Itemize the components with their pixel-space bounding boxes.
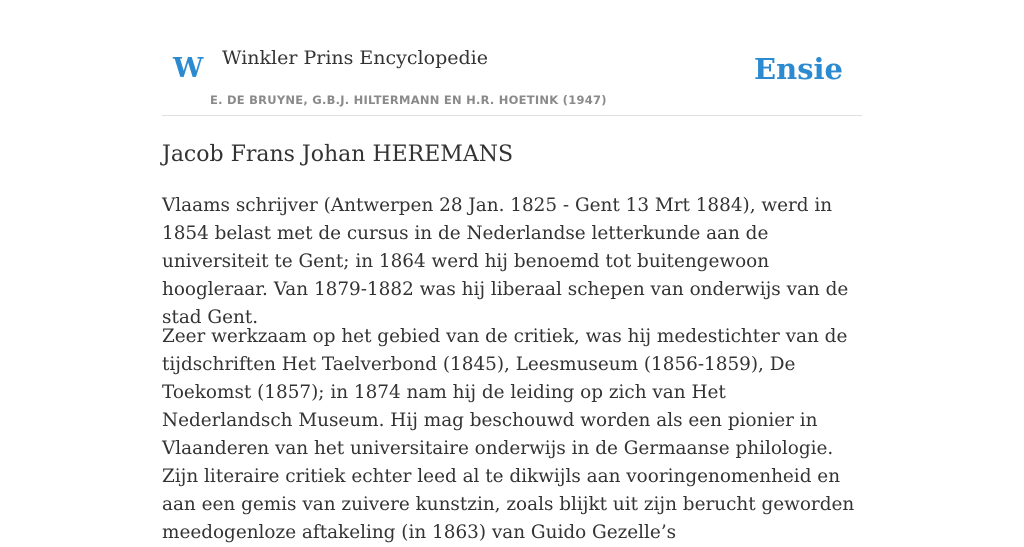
winkler-prins-logo[interactable]: W [173,53,204,84]
article-title: Jacob Frans Johan HEREMANS [162,142,514,167]
article-paragraph-2: Zeer werkzaam op het gebied van de critiek, was hij medestichter van de tijdschriften Het Taelverbond (1845), Leesmuseum (1856-1859), De Toekomst (1857); in 1874 nam hij de leiding op zich van Het Nederlandsch Museum. Hij mag beschouwd worden als een pionier in Vlaanderen van het universitaire onderwijs in de Germaanse philologie. Zijn literaire critiek echter leed al te dikwijls aan vooringenomenheid en aan een gemis van zuivere kunstzin, zoals blijkt uit zijn berucht geworden meedogenloze aftakeling (in 1863) van Guido Gezelle’s [162,326,855,543]
article-page [162,0,862,543]
source-authors: E. DE BRUYNE, G.B.J. HILTERMANN EN H.R. HOETINK (1947) [210,93,607,107]
ensie-logo-link[interactable]: Ensie [754,52,843,86]
source-header [162,0,862,116]
article-paragraph-1: Vlaams schrijver (Antwerpen 28 Jan. 1825 - Gent 13 Mrt 1884), werd in 1854 belast met de cursus in de Nederlandse letterkunde aan de universiteit te Gent; in 1864 werd hij benoemd tot buitengewoon hoogleraar. Van 1879-1882 was hij liberaal schepen van onderwijs van de stad Gent. [162,195,849,328]
source-title-link[interactable]: Winkler Prins Encyclopedie [222,47,488,69]
